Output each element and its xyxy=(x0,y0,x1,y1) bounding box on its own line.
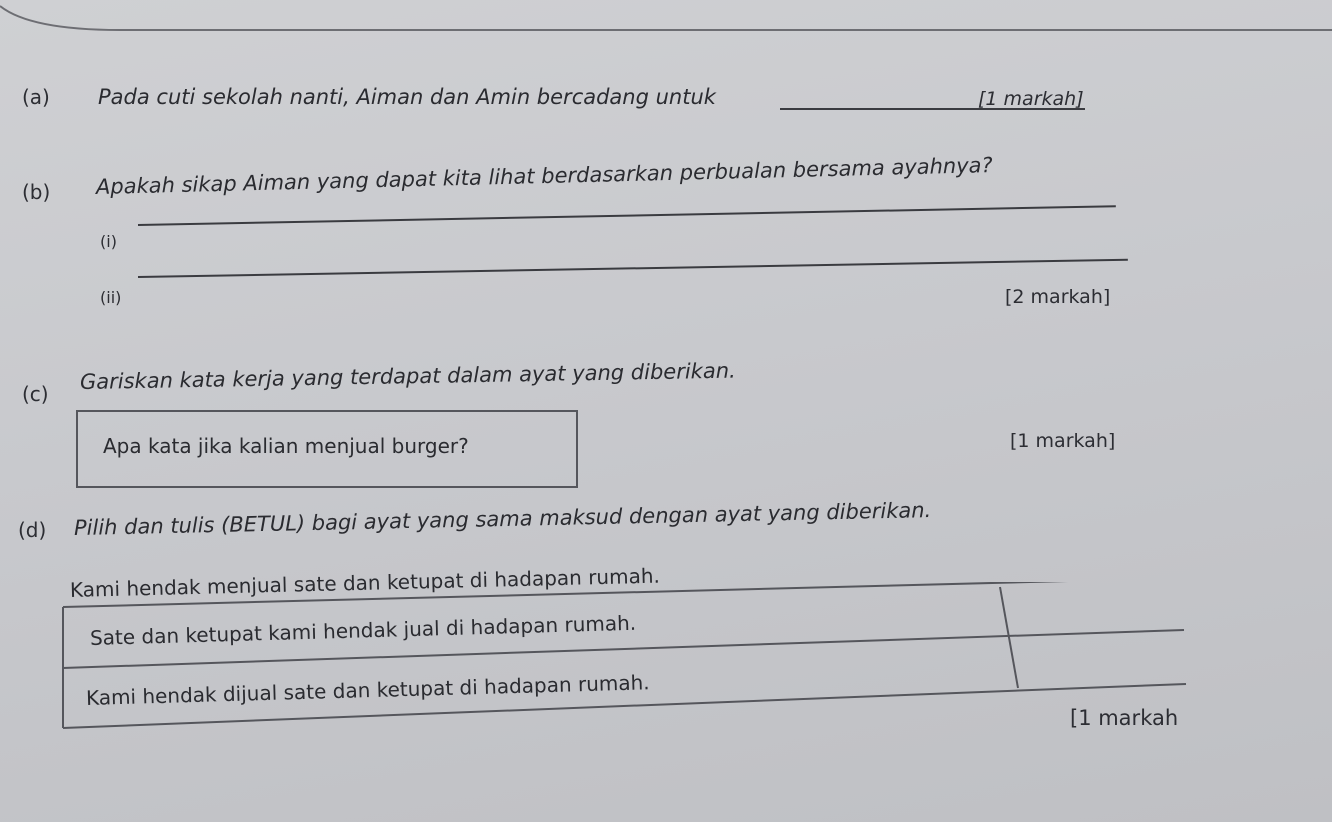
question-d-text: Pilih dan tulis (BETUL) bagi ayat yang sama maksud dengan ayat yang diberikan. xyxy=(73,498,932,540)
question-a-text: Pada cuti sekolah nanti, Aiman dan Amin bercadang untuk xyxy=(98,85,716,109)
question-a-marks: [1 markah] xyxy=(978,88,1084,110)
question-c-sentence-box xyxy=(76,410,578,488)
question-a-label: (a) xyxy=(22,85,50,109)
question-d-marks: [1 markah xyxy=(1070,706,1179,730)
question-c-sentence[interactable]: Apa kata jika kalian menjual burger? xyxy=(103,434,469,458)
question-b-sub-ii-answer-line[interactable] xyxy=(138,259,1128,278)
question-b-sub-i-answer-line[interactable] xyxy=(138,205,1116,226)
question-c-marks: [1 markah] xyxy=(1010,430,1116,452)
question-b-sub-ii-label: (ii) xyxy=(100,288,122,307)
question-d-option-1[interactable]: Sate dan ketupat kami hendak jual di hadapan rumah. xyxy=(89,610,637,650)
question-d-label: (d) xyxy=(18,518,47,542)
question-b-marks: [2 markah] xyxy=(1005,286,1111,308)
question-b-label: (b) xyxy=(22,180,51,204)
question-d-option-2[interactable]: Kami hendak dijual sate dan ketupat di hadapan rumah. xyxy=(85,670,650,710)
page-edge-decoration xyxy=(0,0,1332,40)
question-c-label: (c) xyxy=(22,382,49,406)
question-d-options-table xyxy=(60,563,1190,730)
question-d-answer-cell-2[interactable] xyxy=(1012,642,1182,682)
question-b-sub-i-label: (i) xyxy=(100,232,117,251)
question-d-answer-cell-1[interactable] xyxy=(1004,592,1180,632)
question-d-given-sentence: Kami hendak menjual sate dan ketupat di hadapan rumah. xyxy=(69,563,661,602)
question-b-text: Apakah sikap Aiman yang dapat kita lihat berdasarkan perbualan bersama ayahnya? xyxy=(95,153,993,199)
question-c-text: Gariskan kata kerja yang terdapat dalam ayat yang diberikan. xyxy=(79,358,736,394)
